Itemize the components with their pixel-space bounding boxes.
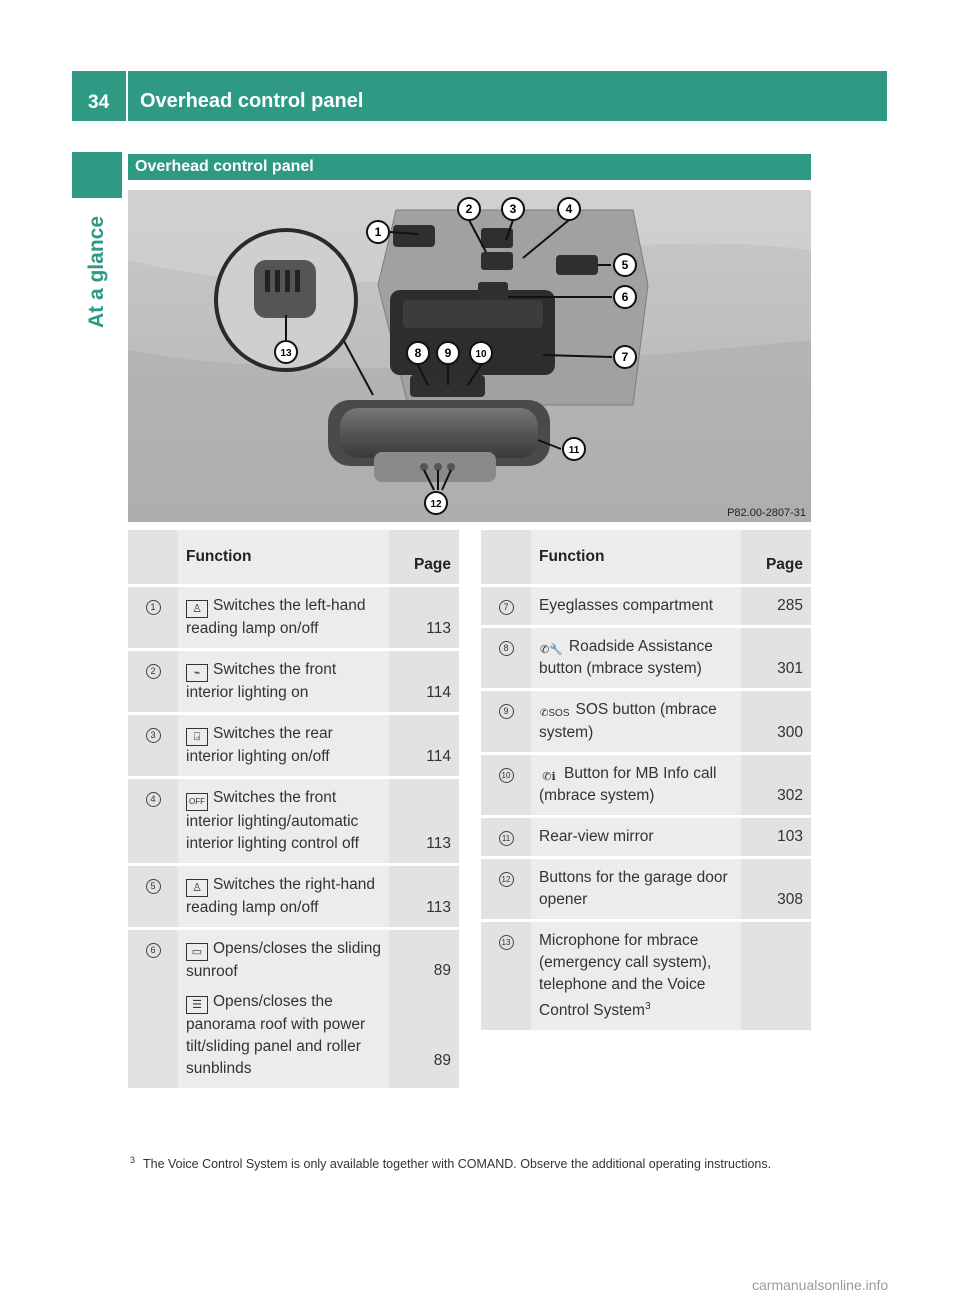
- table-row: 4 OFF Switches the front interior lighting/automatic interior lighting control off 113: [128, 779, 459, 863]
- item-number: 4: [146, 792, 161, 807]
- callout-13: [275, 341, 297, 363]
- table-row: 6 ▭ Opens/closes the sliding sunroof ☰ Opens/closes the panorama roof with power tilt/sliding panel and roller sunblinds 89 89: [128, 930, 459, 1088]
- table-row: 11 Rear-view mirror 103: [481, 818, 811, 856]
- svg-text:5: 5: [621, 258, 629, 272]
- table-row: 13 Microphone for mbrace (emergency call system), telephone and the Voice Control System$^3$: [481, 922, 811, 1030]
- footnote-reference: 3: [644, 1001, 651, 1012]
- info-call-icon: ✆ℹ: [542, 771, 556, 783]
- page-ref: 300: [741, 691, 811, 752]
- page-ref: 113: [389, 779, 459, 863]
- front-light-icon: ⌁: [186, 664, 208, 682]
- figure-code: P82.00-2807-31: [727, 507, 806, 519]
- svg-text:8: 8: [414, 346, 422, 360]
- table-row: 1 ♙ Switches the left-hand reading lamp on/off 113: [128, 587, 459, 648]
- footnote: [130, 1152, 810, 1173]
- svg-text:1: 1: [374, 225, 382, 239]
- table-row: 12 Buttons for the garage door opener 308: [481, 859, 811, 919]
- callout-8: [407, 342, 429, 364]
- item-number: 6: [146, 943, 161, 958]
- panorama-roof-icon: ☰: [186, 996, 208, 1014]
- svg-text:10: 10: [475, 349, 487, 360]
- svg-text:12: 12: [430, 499, 442, 510]
- item-number: 5: [146, 879, 161, 894]
- page-ref: 89 89: [389, 930, 459, 1088]
- column-header-page: Page: [389, 530, 459, 584]
- page-ref: 285: [741, 587, 811, 625]
- item-number: 3: [146, 728, 161, 743]
- sunroof-icon: ▭: [186, 943, 208, 961]
- footnote-text: The Voice Control System is only available together with COMAND. Observe the additional operating instructions.: [143, 1157, 772, 1172]
- item-number: 7: [499, 600, 514, 615]
- table-row: 10 ✆ℹ Button for MB Info call (mbrace system) 302: [481, 755, 811, 815]
- section-title: Overhead control panel: [135, 158, 314, 175]
- page-ref: [741, 922, 811, 1030]
- svg-text:3: 3: [509, 202, 517, 216]
- rear-light-icon: ⍈: [186, 728, 208, 746]
- column-header-function: Function: [178, 530, 389, 584]
- page-ref: 308: [741, 859, 811, 919]
- column-header-page: Page: [741, 530, 811, 584]
- callout-4: [558, 198, 580, 220]
- item-number: 10: [499, 768, 514, 783]
- page-number: 34: [88, 92, 110, 113]
- svg-text:6: 6: [621, 290, 629, 304]
- callout-7: [614, 346, 636, 368]
- function-table-right: [481, 527, 811, 1033]
- table-row: 2 ⌁ Switches the front interior lighting on 114: [128, 651, 459, 712]
- callout-9: [437, 342, 459, 364]
- item-number: 11: [499, 831, 514, 846]
- header-divider: [126, 71, 128, 121]
- svg-text:11: 11: [568, 445, 580, 456]
- item-number: 13: [499, 935, 514, 950]
- page-ref: 113: [389, 866, 459, 927]
- table-row: 3 ⍈ Switches the rear interior lighting on/off 114: [128, 715, 459, 776]
- callout-1: [367, 221, 389, 243]
- side-tab-label: At a glance: [85, 215, 108, 329]
- watermark: carmanualsonline.info: [752, 1277, 889, 1293]
- callout-6: [614, 286, 636, 308]
- side-tab-marker: [72, 152, 122, 198]
- svg-text:2: 2: [465, 202, 473, 216]
- item-number: 9: [499, 704, 514, 719]
- page-ref: 301: [741, 628, 811, 688]
- svg-text:7: 7: [621, 350, 629, 364]
- table-row: 5 ♙ Switches the right-hand reading lamp on/off 113: [128, 866, 459, 927]
- svg-text:4: 4: [565, 202, 573, 216]
- page-ref: 302: [741, 755, 811, 815]
- footnote-marker: 3: [130, 1155, 136, 1165]
- page-ref: 113: [389, 587, 459, 648]
- page-ref: 103: [741, 818, 811, 856]
- light-off-icon: OFF: [186, 793, 208, 811]
- callout-2: [458, 198, 480, 220]
- table-row: 7 Eyeglasses compartment 285: [481, 587, 811, 625]
- svg-text:9: 9: [444, 346, 452, 360]
- item-number: 2: [146, 664, 161, 679]
- table-row: 8 ✆🔧 Roadside Assistance button (mbrace system) 301: [481, 628, 811, 688]
- item-number: 1: [146, 600, 161, 615]
- item-number: 12: [499, 872, 514, 887]
- page-ref: 114: [389, 651, 459, 712]
- function-table-left: [128, 527, 459, 1091]
- callout-5: [614, 254, 636, 276]
- callout-10: [470, 342, 492, 364]
- svg-text:13: 13: [280, 348, 292, 359]
- sos-icon: ✆SOS: [540, 708, 570, 719]
- reading-lamp-icon: ♙: [186, 600, 208, 618]
- page-ref: 114: [389, 715, 459, 776]
- page-title: Overhead control panel: [140, 90, 364, 112]
- reading-lamp-icon: ♙: [186, 879, 208, 897]
- table-row: 9 ✆SOS SOS button (mbrace system) 300: [481, 691, 811, 752]
- roadside-assistance-icon: ✆🔧: [540, 644, 563, 656]
- item-number: 8: [499, 641, 514, 656]
- callout-11: [563, 438, 585, 460]
- callout-3: [502, 198, 524, 220]
- callout-12: [425, 492, 447, 514]
- column-header-function: Function: [531, 530, 741, 584]
- overhead-panel-figure: [128, 190, 811, 522]
